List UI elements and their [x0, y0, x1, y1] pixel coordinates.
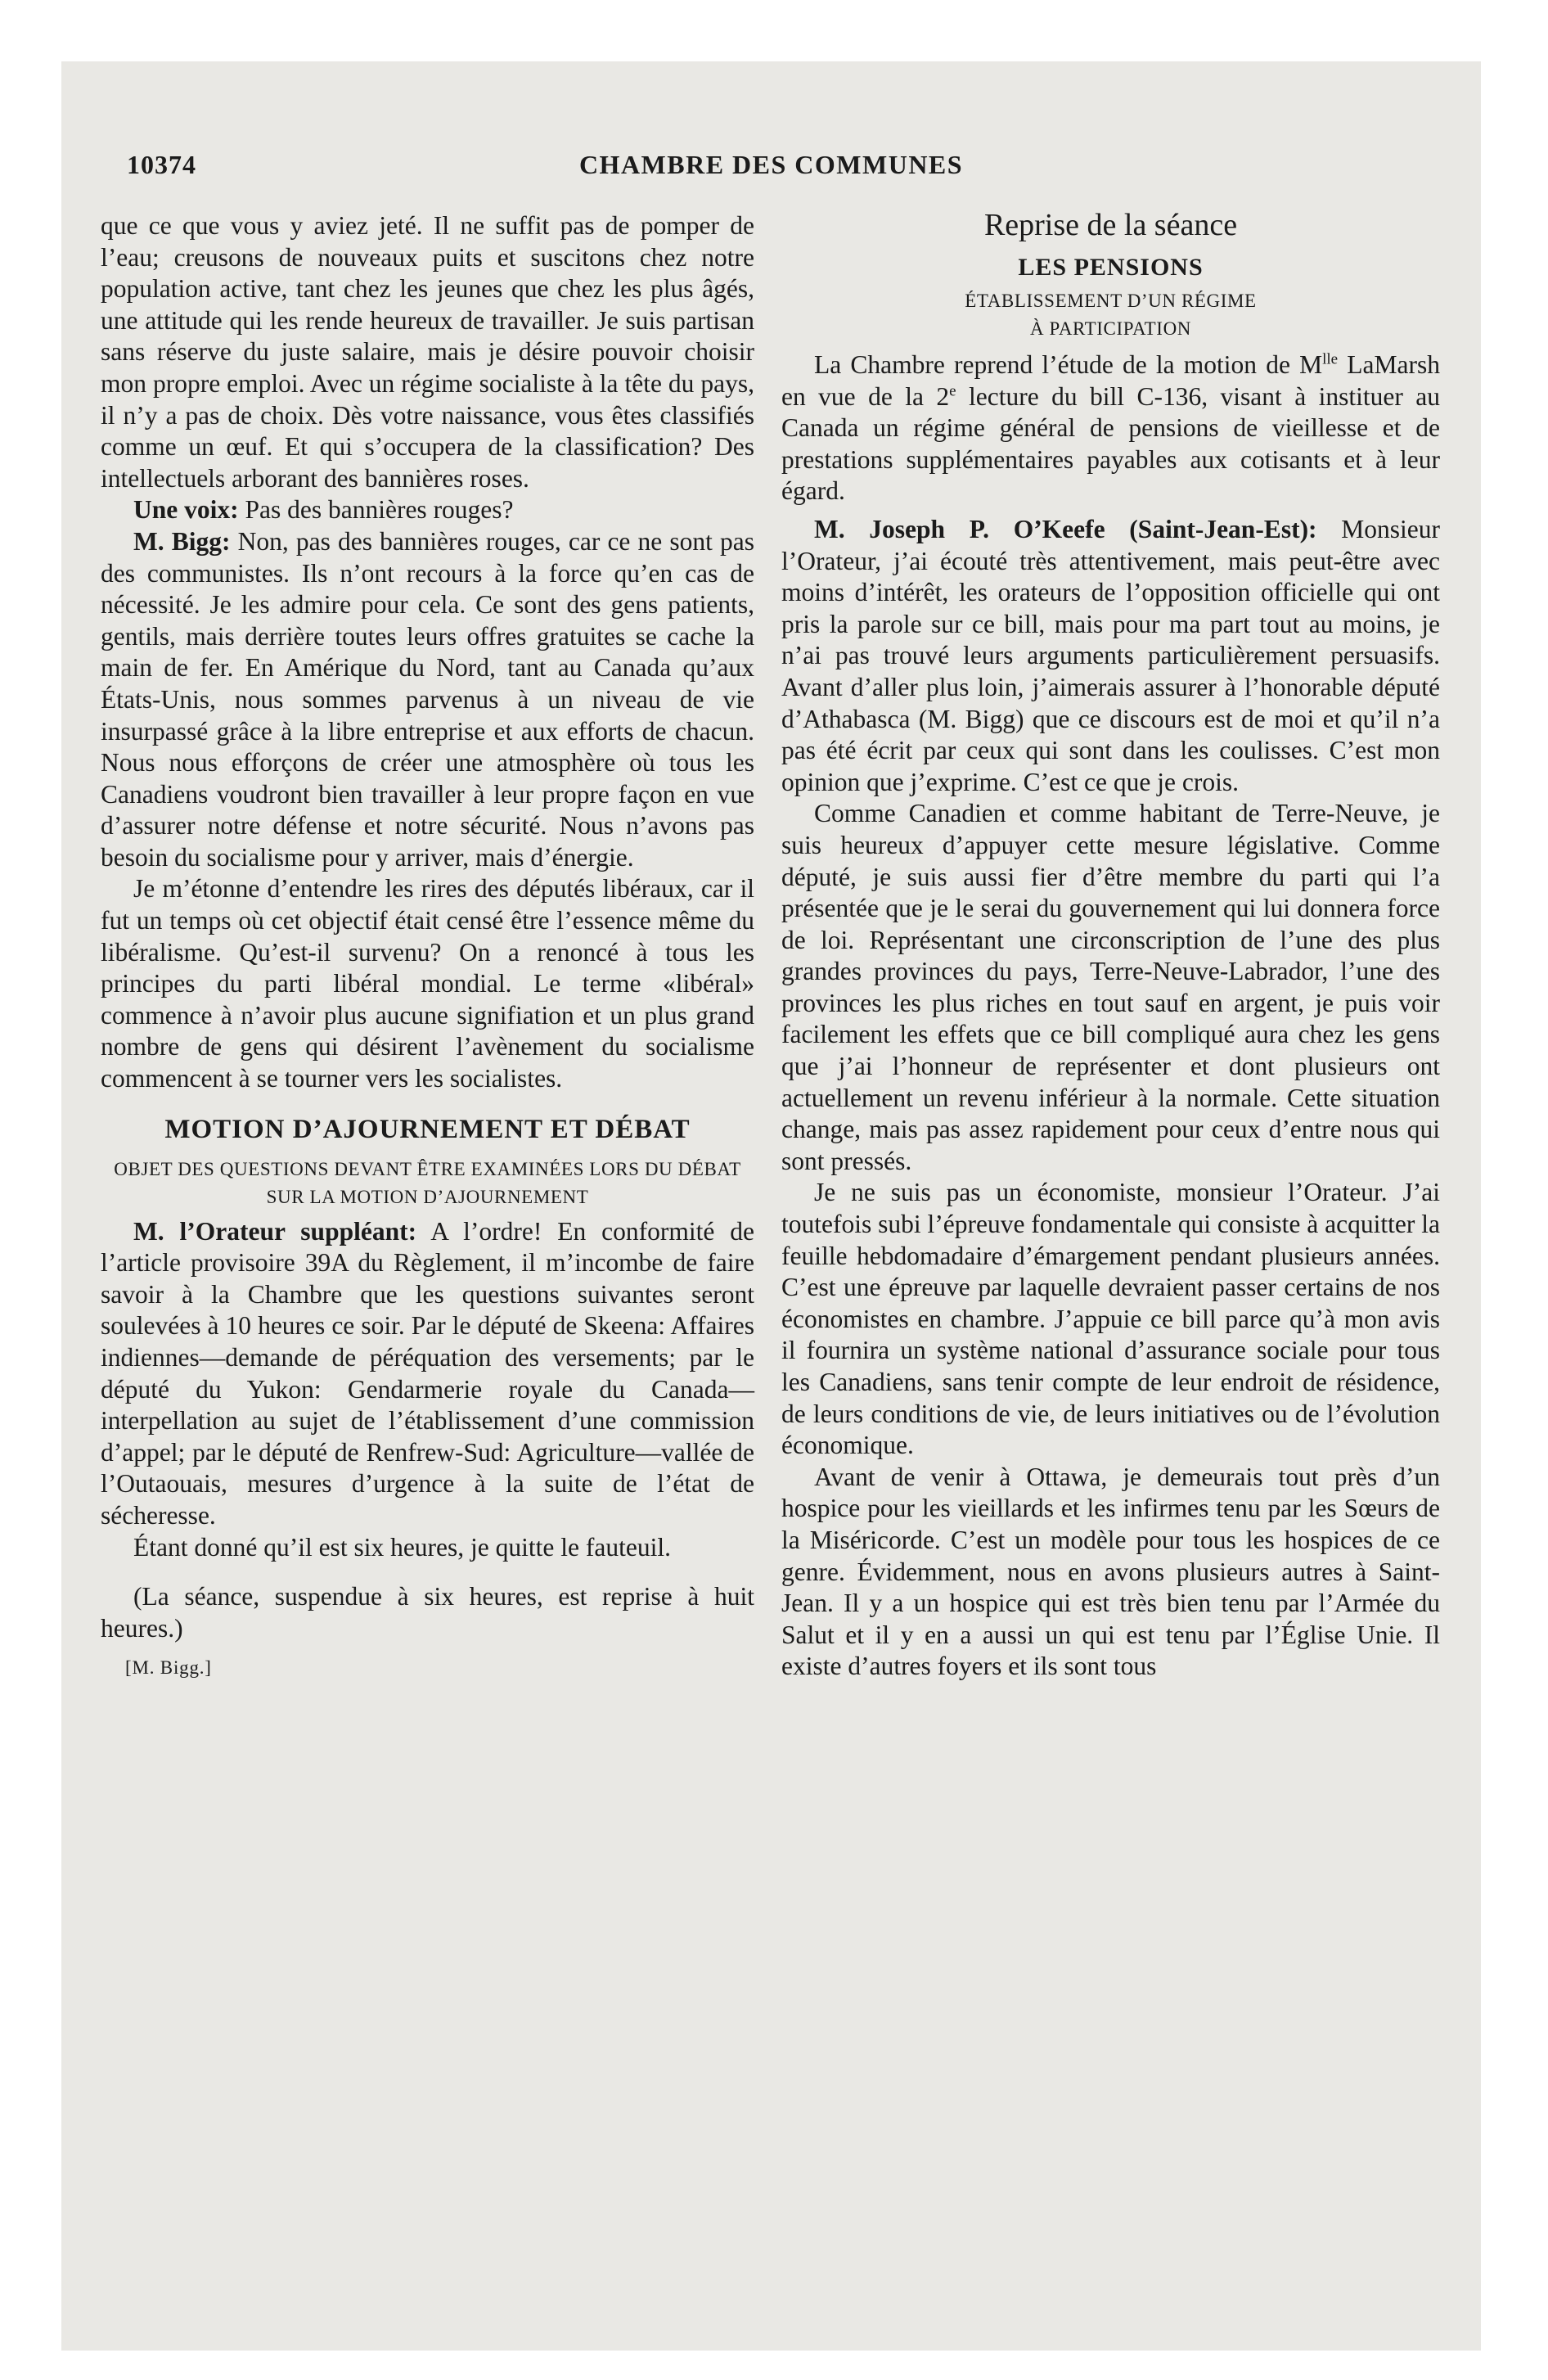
page-number: 10374 [127, 150, 196, 179]
speaker-name: M. Bigg: [133, 526, 231, 556]
left-paragraph-7: (La séance, suspendue à six heures, est reprise à huit heures.) [101, 1582, 754, 1643]
superscript: e [949, 382, 956, 400]
speech-text: Monsieur l’Orateur, j’ai écouté très attentivement, mais peut-être avec moins d’intérêt, les orateurs de l’opposition officielle qui ont pris la parole sur ce bill, mais pour ma part tout au moins, je n’ai pas trouvé leurs arguments particulièrement persuasifs. Avant d’aller plus loin, j’aimerais assurer à l’honorable député d’Athabasca (M. Bigg) que ce discours est de moi et qu’il n’a pas été écrit par ceux qui sont dans les coulisses. C’est mon opinion que j’exprime. C’est ce que je crois. [781, 514, 1440, 796]
left-paragraph-2 [101, 494, 754, 526]
speaker-name: Une voix: [133, 495, 239, 525]
text-run: lecture du bill C-136, visant à instituer au Canada un régime général de pensions de vieillesse et de prestations supplémentaires payables aux cotisants et à leur égard. [781, 381, 1440, 506]
left-paragraph-5 [101, 1216, 754, 1532]
section-subheading-line-1: ÉTABLISSEMENT D’UN RÉGIME [965, 291, 1257, 311]
right-paragraph-2 [781, 514, 1440, 798]
section-title: Reprise de la séance [983, 208, 1238, 242]
speech-text: A l’ordre! En conformité de l’article provisoire 39A du Règlement, il m’incombe de faire savoir à la Chambre que les questions suivantes seront soulevées à 10 heures ce soir. Par le député de Skeena: Affaires indiennes—demande de péréquation des versements; par le député du Yukon: Gendarmerie royale du Canada—interpellation au sujet de l’établissement d’une commission d’appel; par le député de Renfrew-Sud: Agriculture—vallée de l’Outaouais, mesures d’urgence à la suite de l’état de sécheresse. [101, 1216, 754, 1530]
page-attribution: [M. Bigg.] [125, 1657, 212, 1679]
running-head: CHAMBRE DES COMMUNES [578, 150, 964, 179]
left-paragraph-4: Je m’étonne d’entendre les rires des députés libéraux, car il fut un temps où cet objectif était censé être l’essence même du libéralisme. Qu’est-il survenu? On a renoncé à tous les principes du parti libéral mondial. Le terme «libéral» commence à n’avoir plus aucune signifiation et un plus grand nombre de gens qui désirent l’avènement du socialisme commencent à se tourner vers les socialistes. [101, 874, 754, 1093]
document-page [61, 61, 1481, 2351]
text-run: La Chambre reprend l’étude de la motion de M [814, 350, 1323, 379]
speech-text: Non, pas des bannières rouges, car ce ne sont pas des communistes. Ils n’ont recours à la force qu’en cas de nécessité. Je les admire pour cela. Ce sont des gens patients, gentils, mais derrière toutes leurs offres gratuites se cache la main de fer. En Amérique du Nord, tant au Canada qu’aux États-Unis, nous sommes parvenus à un niveau de vie insurpassé grâce à la libre entreprise et aux efforts de chacun. Nous nous efforçons de créer une atmosphère où tous les Canadiens voudront bien travailler à leur propre façon en vue d’assurer notre défense et notre sécurité. Nous n’avons pas besoin du socialisme pour y arriver, mais d’énergie. [101, 526, 755, 872]
speech-text: Pas des bannières rouges? [238, 495, 514, 525]
superscript: lle [1322, 350, 1339, 368]
right-paragraph-4: Je ne suis pas un économiste, monsieur l’Orateur. J’ai toutefois subi l’épreuve fondamentale qui consiste à acquitter la feuille hebdomadaire d’émargement pendant plusieurs années. C’est une épreuve par laquelle devraient passer certains de nos économistes en chambre. J’appuie ce bill parce qu’à mon avis il fournira un système national d’assurance sociale pour tous les Canadiens, sans tenir compte de leur endroit de résidence, de leurs conditions de vie, de leurs initiatives ou de l’évolution économique. [781, 1178, 1440, 1460]
section-heading: MOTION D’AJOURNEMENT ET DÉBAT [164, 1114, 691, 1144]
section-subheading: OBJET DES QUESTIONS DEVANT ÊTRE EXAMINÉES LORS DU DÉBAT SUR LA MOTION D’AJOURNEMENT [114, 1158, 741, 1207]
right-column [781, 210, 1440, 1683]
speaker-name: M. Joseph P. O’Keefe (Saint-Jean-Est): [814, 514, 1317, 543]
left-paragraph-1: que ce que vous y aviez jeté. Il ne suffit pas de pomper de l’eau; creusons de nouveaux puits et suscitons chez notre population active, tant chez les jeunes que chez les plus âgés, une attitude qui les rende heureux de travailler. Je suis partisan sans réserve du juste salaire, mais je désire pouvoir choisir mon propre emploi. Avec un régime socialiste à la tête du pays, il n’y a pas de choix. Dès votre naissance, vous êtes classifiés comme un œuf. Et qui s’occupera de la classification? Des intellectuels arborant des bannières roses. [101, 211, 754, 493]
right-paragraph-3: Comme Canadien et comme habitant de Terre-Neuve, je suis heureux d’appuyer cette mesure législative. Comme député, je suis aussi fier d’être membre du parti qui l’a présentée que je le serai du gouvernement qui lui donnera force de loi. Représentant une circonscription de l’une des plus grandes provinces du pays, Terre-Neuve-Labrador, l’une des provinces les plus riches en tout sauf en argent, je puis voir facilement les effets que ce bill compliqué aura chez les gens que j’ai l’honneur de représenter et dont plusieurs ont actuellement un revenu inférieur à la normale. Cette situation change, mais pas assez rapidement pour ceux d’entre nous qui sont pressés. [781, 799, 1440, 1175]
left-column [101, 210, 754, 1684]
left-paragraph-3 [101, 526, 754, 874]
speaker-name: M. l’Orateur suppléant: [133, 1216, 417, 1246]
right-paragraph-1 [781, 349, 1440, 507]
left-paragraph-6: Étant donné qu’il est six heures, je quitte le fauteuil. [133, 1532, 671, 1562]
section-subheading-line-2: À PARTICIPATION [1030, 318, 1191, 339]
section-heading: LES PENSIONS [1018, 254, 1204, 281]
right-paragraph-5: Avant de venir à Ottawa, je demeurais tout près d’un hospice pour les vieillards et les infirmes tenu par les Sœurs de la Miséricorde. C’est un modèle pour tous les hospices de ce genre. Évidemment, nous en avons plusieurs autres à Saint-Jean. Il y a un hospice qui est très bien tenu par l’Armée du Salut et il y en a aussi un qui est tenu par l’Église Unie. Il existe d’autres foyers et ils sont tous [781, 1462, 1440, 1681]
text-run: LaMarsh en vue de la 2 [781, 350, 1441, 411]
page-header [61, 150, 1481, 191]
